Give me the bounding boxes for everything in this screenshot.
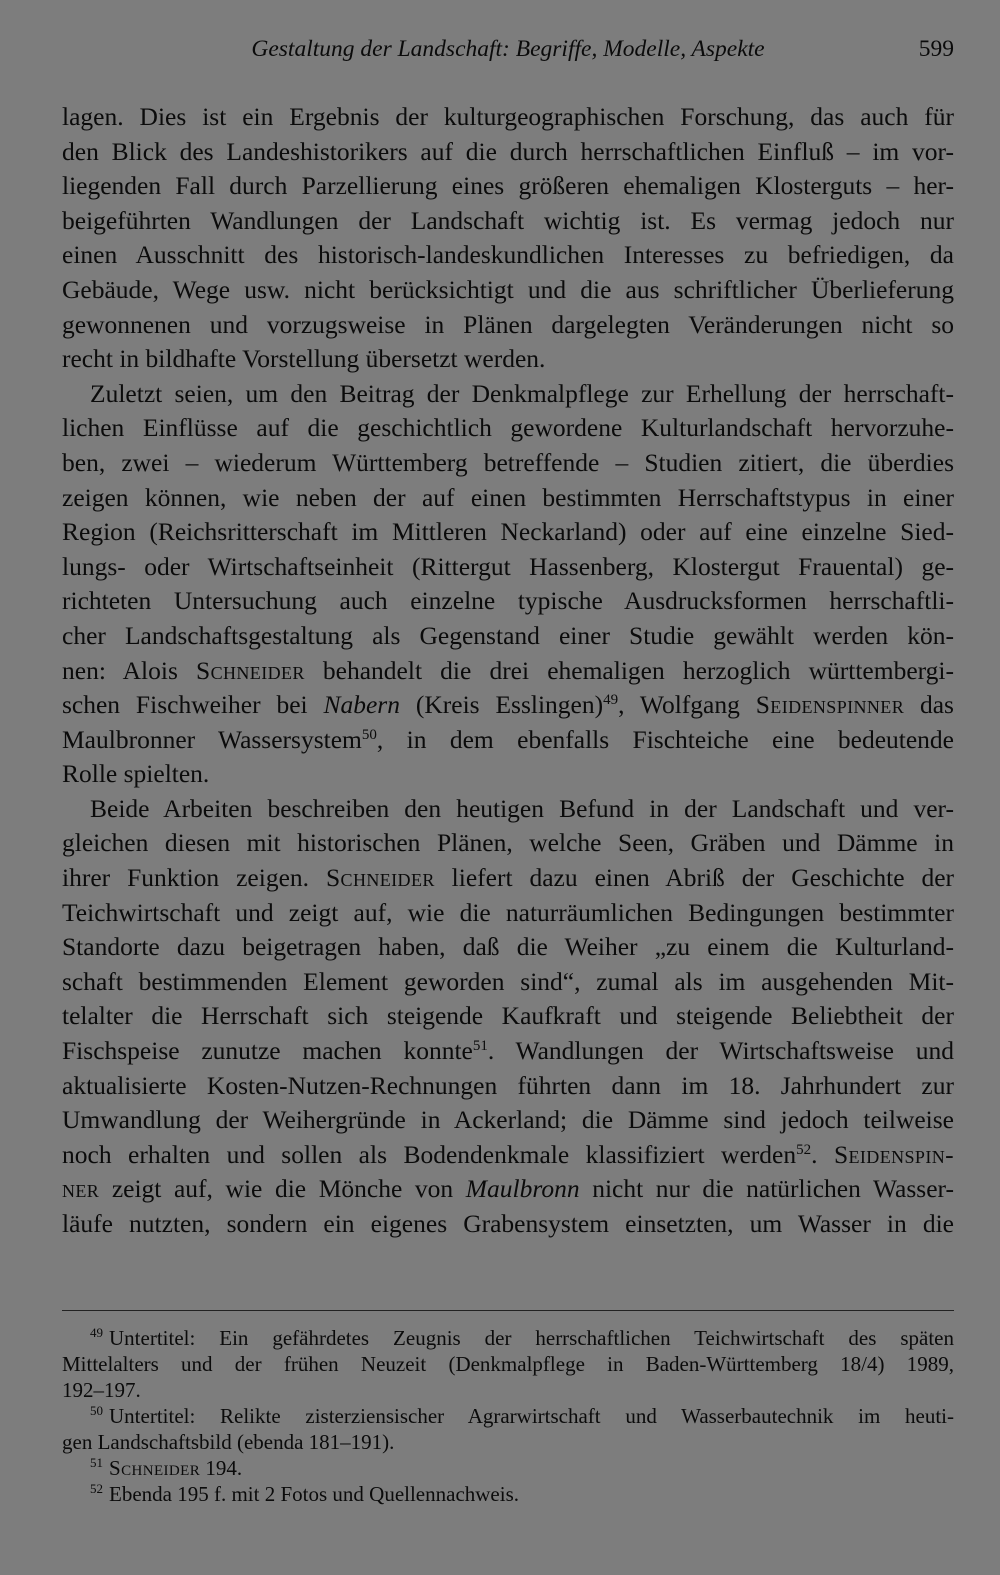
text-line: 192–197.	[62, 1378, 141, 1402]
footnote-49	[62, 1325, 954, 1403]
text-run: Untertitel: Relikte zisterziensischer Agrarwirtschaft und Wasserbautechnik im heuti-	[109, 1404, 954, 1428]
footnote-ref-50[interactable]: 50	[361, 726, 377, 743]
text-line: einen Ausschnitt des historisch-landeskundlichen Interesses zu befriedigen, da	[62, 240, 954, 270]
author-name-seidenspinner: ner	[62, 1174, 100, 1204]
running-head-title: Gestaltung der Landschaft: Begriffe, Modelle, Aspekte	[251, 36, 765, 62]
footnote-number: 50	[90, 1403, 103, 1418]
text-line: recht in bildhafte Vorstellung übersetzt werden.	[62, 344, 546, 374]
text-line: Teichwirtschaft und zeigt auf, wie die naturräumlichen Bedingungen bestimmter	[62, 897, 954, 927]
text-line: Umwandlung der Weihergründe in Ackerland; die Dämme sind jedoch teilweise	[62, 1105, 954, 1135]
text-run: schen Fischweiher bei	[62, 690, 324, 720]
text-line: lichen Einflüsse auf die geschichtlich gewordene Kulturlandschaft hervorzuhe-	[62, 413, 954, 443]
text-line: den Blick des Landeshistorikers auf die durch herrschaftlichen Einfluß – im vor-	[62, 136, 954, 166]
text-run: das	[904, 690, 954, 720]
place-name-maulbronn: Maulbronn	[465, 1174, 580, 1204]
text-line: beigeführten Wandlungen der Landschaft wichtig ist. Es vermag jedoch nur	[62, 205, 954, 235]
author-name-schneider: Schneider	[325, 863, 435, 893]
author-name-seidenspinner: Seidenspin-	[833, 1139, 955, 1169]
text-line: zeigen können, wie neben der auf einen bestimmten Herrschaftstypus in einer	[62, 482, 954, 512]
footnote-ref-51[interactable]: 51	[472, 1038, 488, 1055]
text-line: richteten Untersuchung auch einzelne typische Ausdrucksformen herrschaftli-	[62, 586, 954, 616]
text-line	[62, 1034, 954, 1069]
footnote-number: 49	[90, 1325, 103, 1340]
text-line: ben, zwei – wiederum Württemberg betreffende – Studien zitiert, die überdies	[62, 447, 954, 477]
text-run: noch erhalten und sollen als Bodendenkmale klassifiziert werden	[62, 1139, 797, 1169]
text-run: liefert dazu einen Abriß der Geschichte der	[434, 863, 955, 893]
text-line: Region (Reichsritterschaft im Mittleren Neckarland) oder auf eine einzelne Sied-	[62, 517, 954, 547]
text-line: läufe nutzten, sondern ein eigenes Grabensystem einsetzten, um Wasser in die	[62, 1209, 954, 1238]
footnote-divider	[62, 1310, 954, 1311]
author-name-schneider: Schneider	[109, 1456, 201, 1480]
footnote-number: 51	[90, 1455, 103, 1470]
paragraph-3	[62, 792, 954, 1242]
text-run: , in dem ebenfalls Fischteiche eine bedeutende	[376, 724, 954, 754]
text-run: .	[811, 1139, 834, 1169]
paragraph-2	[62, 377, 954, 792]
text-line	[62, 688, 954, 723]
footnote-52	[62, 1481, 954, 1507]
text-run: 194.	[200, 1456, 243, 1480]
text-line	[62, 1481, 954, 1507]
footnotes	[62, 1325, 954, 1507]
text-line: lagen. Dies ist ein Ergebnis der kulturgeographischen Forschung, das auch für	[62, 102, 954, 131]
place-name-nabern: Nabern	[323, 690, 400, 720]
footnote-50	[62, 1403, 954, 1455]
page-number: 599	[918, 36, 954, 62]
text-line: cher Landschaftsgestaltung als Gegenstand einer Studie gewählt werden kön-	[62, 620, 954, 650]
text-line: Rolle spielten.	[62, 759, 210, 789]
text-run: ihrer Funktion zeigen.	[62, 863, 326, 893]
author-name-seidenspinner: Seidenspinner	[755, 690, 905, 720]
text-line	[62, 1172, 954, 1207]
text-line	[62, 1455, 954, 1481]
text-line: schaft bestimmenden Element geworden sind“, zumal als im ausgehenden Mit-	[62, 966, 954, 996]
text-line: lungs- oder Wirtschaftseinheit (Rittergut Hassenberg, Klostergut Frauental) ge-	[62, 551, 954, 581]
text-line: gen Landschaftsbild (ebenda 181–191).	[62, 1430, 395, 1454]
text-run: zeigt auf, wie die Mönche von	[99, 1174, 466, 1204]
text-line	[62, 654, 954, 689]
text-run: , Wolfgang	[618, 690, 756, 720]
footnote-ref-52[interactable]: 52	[796, 1141, 812, 1158]
text-run: behandelt die drei ehemaligen herzoglich württembergi-	[304, 655, 955, 685]
text-line	[62, 723, 954, 758]
text-run: Maulbronner Wassersystem	[62, 724, 362, 754]
text-line	[62, 1138, 954, 1173]
text-run: nicht nur die natürlichen Wasser-	[579, 1174, 954, 1204]
text-line: aktualisierte Kosten-Nutzen-Rechnungen führten dann im 18. Jahrhundert zur	[62, 1070, 954, 1100]
text-line: Standorte dazu beigetragen haben, daß die Weiher „zu einem die Kulturland-	[62, 932, 954, 962]
running-head	[62, 36, 954, 68]
text-line	[62, 861, 954, 896]
author-name-schneider: Schneider	[196, 655, 305, 685]
text-line: Beide Arbeiten beschreiben den heutigen Befund in der Landschaft und ver-	[90, 793, 954, 823]
footnote-ref-49[interactable]: 49	[603, 692, 619, 709]
footnote-51	[62, 1455, 954, 1481]
text-line: Zuletzt seien, um den Beitrag der Denkmalpflege zur Erhellung der herrschaft-	[90, 378, 954, 408]
text-line: gewonnenen und vorzugsweise in Plänen dargelegten Veränderungen nicht so	[62, 309, 954, 339]
text-run: Untertitel: Ein gefährdetes Zeugnis der herrschaftlichen Teichwirtschaft des späten	[109, 1326, 954, 1350]
text-run: Ebenda 195 f. mit 2 Fotos und Quellennachweis.	[109, 1482, 520, 1506]
text-run: (Kreis Esslingen)	[399, 690, 604, 720]
text-line	[62, 1325, 954, 1351]
text-line: gleichen diesen mit historischen Plänen, welche Seen, Gräben und Dämme in	[62, 828, 954, 858]
text-line: Gebäude, Wege usw. nicht berücksichtigt und die aus schriftlicher Überlieferung	[62, 274, 954, 304]
paragraph-1	[62, 100, 954, 377]
text-line: telalter die Herrschaft sich steigende Kaufkraft und steigende Beliebtheit der	[62, 1001, 954, 1031]
text-line: liegenden Fall durch Parzellierung eines größeren ehemaligen Klosterguts – her-	[62, 171, 954, 201]
text-run: nen: Alois	[62, 655, 197, 685]
body-text	[62, 100, 954, 1242]
footnote-number: 52	[90, 1481, 103, 1496]
text-run: . Wandlungen der Wirtschaftsweise und	[487, 1036, 955, 1066]
text-line: Mittelalters und der frühen Neuzeit (Denkmalpflege in Baden-Württemberg 18/4) 1989,	[62, 1352, 954, 1376]
text-line	[62, 1403, 954, 1429]
text-run: Fischspeise zunutze machen konnte	[62, 1036, 473, 1066]
